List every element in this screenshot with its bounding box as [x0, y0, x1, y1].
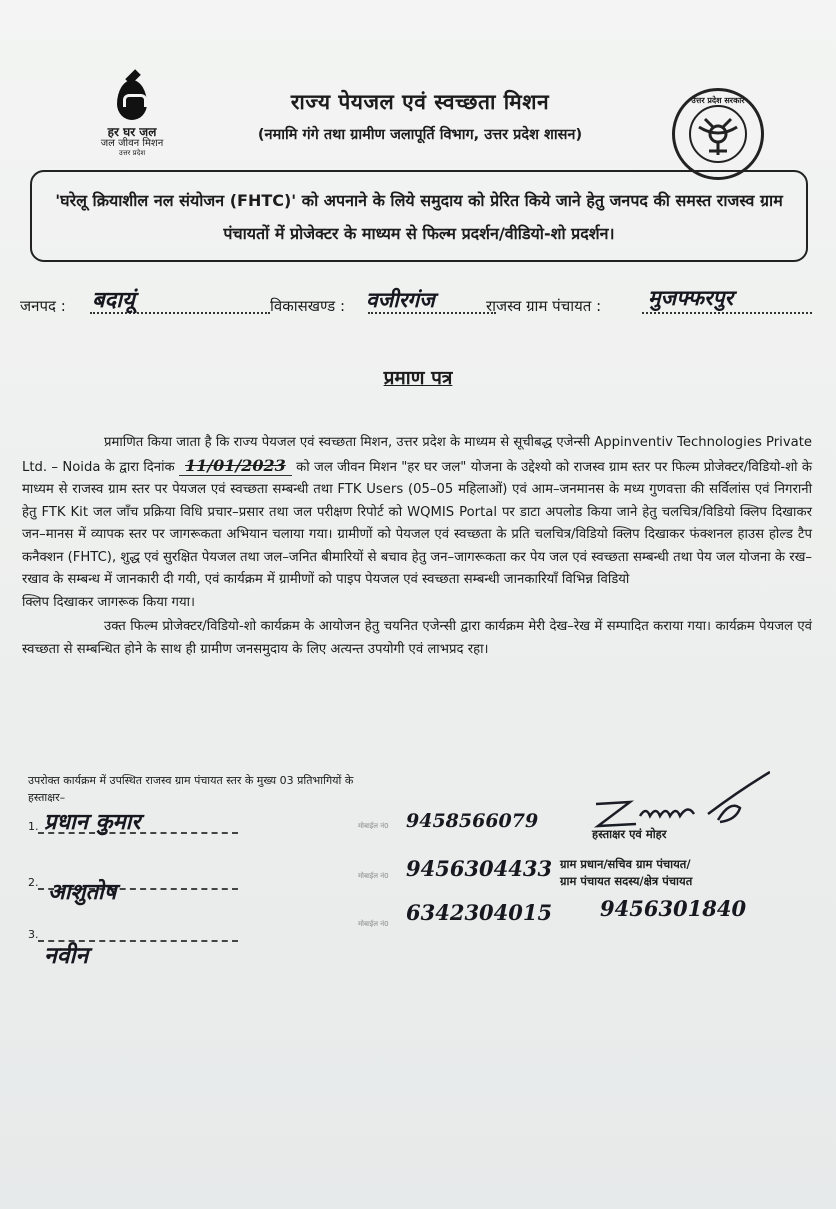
document-page: हर घर जल जल जीवन मिशन उत्तर प्रदेश राज्य पेयजल एवं स्वच्छता मिशन (नमामि गंगे तथा ग्रामीण जलापूर्ति विभाग, उत्तर प्रदेश शासन) उत्तर प्रदेश सरकार 'घरेलू क्रियाशील नल संयोजन (FHTC)' को अपनाने के लिये समुदाय को प्रेरित किये जाने हेतु जनपद की समस्त राजस्व ग्राम पंचायतों में प्रोजेक्टर के माध्यम से फिल्म प्रदर्शन/वीडियो-शो प्रदर्शन। जनपद : बदायूं विकासखण्ड : वजीरगंज राजस्व ग्राम पंचायत : मुजफ्फरपुर प्रमाण पत्र प्रमाणित किया जाता है कि राज्य पेयजल एवं स्वच्छता मिशन, उत्तर प्रदेश के माध्यम से सूचीबद्ध एजेन्सी Appinventiv Technologies Private Ltd. – Noida के द्वारा दिनांक 11/01/2023 को जल जीवन मिशन "हर घर जल" योजना के उद्देश्यो को राजस्व ग्राम स्तर पर फिल्म प्रोजेक्टर/विडियो-शो के माध्यम से राजस्व ग्राम स्तर पर पेयजल एवं स्वच्छता सम्बन्धी तथा FTK Users (05–05 महिलाओं) एवं आम–जनमानस के मध्य गुणवत्ता की सर्विलांस एवं निगरानी हेतु FTK Kit जल जाँच प्रक्रिया विधि प्रचार–प्रसार तथा जल परीक्षण रिपोर्ट को WQMIS Portal पर डाटा अपलोड किया जाने हेतु चलचित्र/विडियो क्लिप दिखाकर जन–मानस में व्यापक स्तर पर जागरूकता अभियान चलाया गया। ग्रामीणों को पेयजल एवं स्वच्छता के प्रति चलचित्र/विडियो क्लिप दिखाकर फंक्शनल हाउस होल्ड टैप कनैक्शन (FHTC), शुद्ध एवं सुरक्षित पेयजल तथा जल–जनित बीमारियों से बचाव हेतु जन–जागरूकता कर पेय जल एवं स्वच्छता सम्बन्धी तथा पेय जल योजना के रख–रखाव के सम्बन्ध में जानकारी दी गयी, एवं कार्यक्रम में ग्रामीणों को पाइप पेयजल एवं स्वच्छता सम्बन्धी जानकारियाँ विभिन्न विडियो क्लिप दिखाकर जागरूक किया गया। उक्त फिल्म प्रोजेक्टर/विडियो-शो कार्यक्रम के आयोजन हेतु चयनित एजेन्सी द्वारा कार्यक्रम मेरी देख–रेख में सम्पादित कराया गया। कार्यक्रम पेयजल एवं स्वच्छता से सम्बन्धित होने के साथ ही ग्रामीण जनसमुदाय के लिए अत्यन्त उपयोगी एवं लाभप्रद रहा। उपरोक्त कार्यक्रम में उपस्थित राजस्व ग्राम पंचायत स्तर के मुख्य 03 प्रतिभागियों के हस्ताक्षर– 1. प्रधान कुमार 2. आशुतोष 3. नवीन मोबाईल नं0 9458566079 मोबाईल नं0 9456304433 मोबाईल नं0 6342304015 9456301840 हस्ताक्षर एवं मोहर ग्राम प्रधान/सचिव ग्राम पंचायत/ ग्राम पंचायत सदस्य/क्षेत्र पंचायत [0, 0, 836, 1209]
up-government-seal-icon: उत्तर प्रदेश सरकार [672, 88, 764, 180]
participant-3-number: 3. [28, 928, 39, 941]
gram-panchayat-value: मुजफ्फरपुर [648, 285, 734, 310]
water-drop-tap-icon [117, 80, 147, 120]
programme-heading: 'घरेलू क्रियाशील नल संयोजन (FHTC)' को अपनाने के लिये समुदाय को प्रेरित किये जाने हेतु जनपद की समस्त राजस्व ग्राम पंचायतों में प्रोजेक्टर के माध्यम से फिल्म प्रदर्शन/वीडियो-शो प्रदर्शन। [55, 191, 783, 243]
location-fields-row [20, 285, 820, 326]
participants-note: उपरोक्त कार्यक्रम में उपस्थित राजस्व ग्राम पंचायत स्तर के मुख्य 03 प्रतिभागियों के हस्ताक्षर– [28, 774, 354, 804]
participant-1-number: 1. [28, 820, 39, 833]
event-date: 11/01/2023 [179, 456, 292, 476]
participant-1-phone: 9458566079 [406, 810, 539, 832]
body-paragraph-1-end: क्लिप दिखाकर जागरूक किया गया। [22, 594, 196, 610]
certificate-body [22, 432, 812, 661]
body-paragraph-1: प्रमाणित किया जाता है कि राज्य पेयजल एवं स्वच्छता मिशन, उत्तर प्रदेश के माध्यम से सूचीबद्ध एजेन्सी Appinventiv Technologies Private Ltd. – Noida के द्वारा दिनांक 11/01/2023 को जल जीवन मिशन "हर घर जल" योजना के उद्देश्यो को राजस्व ग्राम स्तर पर फिल्म प्रोजेक्टर/विडियो-शो के माध्यम से राजस्व ग्राम स्तर पर पेयजल एवं स्वच्छता सम्बन्धी तथा FTK Users (05–05 महिलाओं) एवं आम–जनमानस के मध्य गुणवत्ता की सर्विलांस एवं निगरानी हेतु FTK Kit जल जाँच प्रक्रिया विधि प्रचार–प्रसार तथा जल परीक्षण रिपोर्ट को WQMIS Portal पर डाटा अपलोड किया जाने हेतु चलचित्र/विडियो क्लिप दिखाकर जन–मानस में व्यापक स्तर पर जागरूकता अभियान चलाया गया। ग्रामीणों को पेयजल एवं स्वच्छता के प्रति चलचित्र/विडियो क्लिप दिखाकर फंक्शनल हाउस होल्ड टैप कनैक्शन (FHTC), शुद्ध एवं सुरक्षित पेयजल तथा जल–जनित बीमारियों से बचाव हेतु जन–जागरूकता कर पेय जल एवं स्वच्छता सम्बन्धी तथा पेय जल योजना के रख–रखाव के सम्बन्ध में जानकारी दी गयी, एवं कार्यक्रम में ग्रामीणों को पाइप पेयजल एवं स्वच्छता सम्बन्धी जानकारियाँ विभिन्न विडियो [22, 435, 813, 587]
additional-phone: 9456301840 [600, 896, 747, 921]
participant-2-number: 2. [28, 876, 39, 889]
body-paragraph-2: उक्त फिल्म प्रोजेक्टर/विडियो-शो कार्यक्रम के आयोजन हेतु चयनित एजेन्सी द्वारा कार्यक्रम मेरी देख–रेख में सम्पादित कराया गया। कार्यक्रम पेयजल एवं स्वच्छता से सम्बन्धित होने के साथ ही ग्रामीण जनसमुदाय के लिए अत्यन्त उपयोगी एवं लाभप्रद रहा। [22, 619, 812, 657]
seal-emblem-icon [691, 107, 745, 161]
gram-panchayat-label: राजस्व ग्राम पंचायत : [486, 297, 602, 315]
certificate-title: प्रमाण पत्र [383, 367, 453, 389]
district-label: जनपद : [20, 297, 66, 315]
participant-2-phone: 9456304433 [406, 856, 553, 881]
participant-3-signature: नवीन [44, 942, 89, 969]
signature-and-seal-label: हस्ताक्षर एवं मोहर [592, 827, 667, 841]
har-ghar-jal-logo: हर घर जल जल जीवन मिशन उत्तर प्रदेश [92, 80, 172, 157]
block-value: वजीरगंज [366, 287, 435, 312]
participant-1-signature: प्रधान कुमार [44, 809, 141, 835]
participant-3-phone: 6342304015 [406, 900, 553, 925]
programme-heading-box [30, 170, 808, 262]
official-signature [590, 770, 770, 832]
participant-2-signature: आशुतोष [48, 879, 117, 905]
page-title: राज्य पेयजल एवं स्वच्छता मिशन [290, 90, 550, 114]
district-value: बदायूं [92, 287, 135, 313]
page-subtitle: (नमामि गंगे तथा ग्रामीण जलापूर्ति विभाग, उत्तर प्रदेश शासन) [257, 127, 583, 143]
signatory-designation: ग्राम प्रधान/सचिव ग्राम पंचायत/ ग्राम पंचायत सदस्य/क्षेत्र पंचायत [560, 857, 693, 888]
block-label: विकासखण्ड : [270, 297, 346, 315]
